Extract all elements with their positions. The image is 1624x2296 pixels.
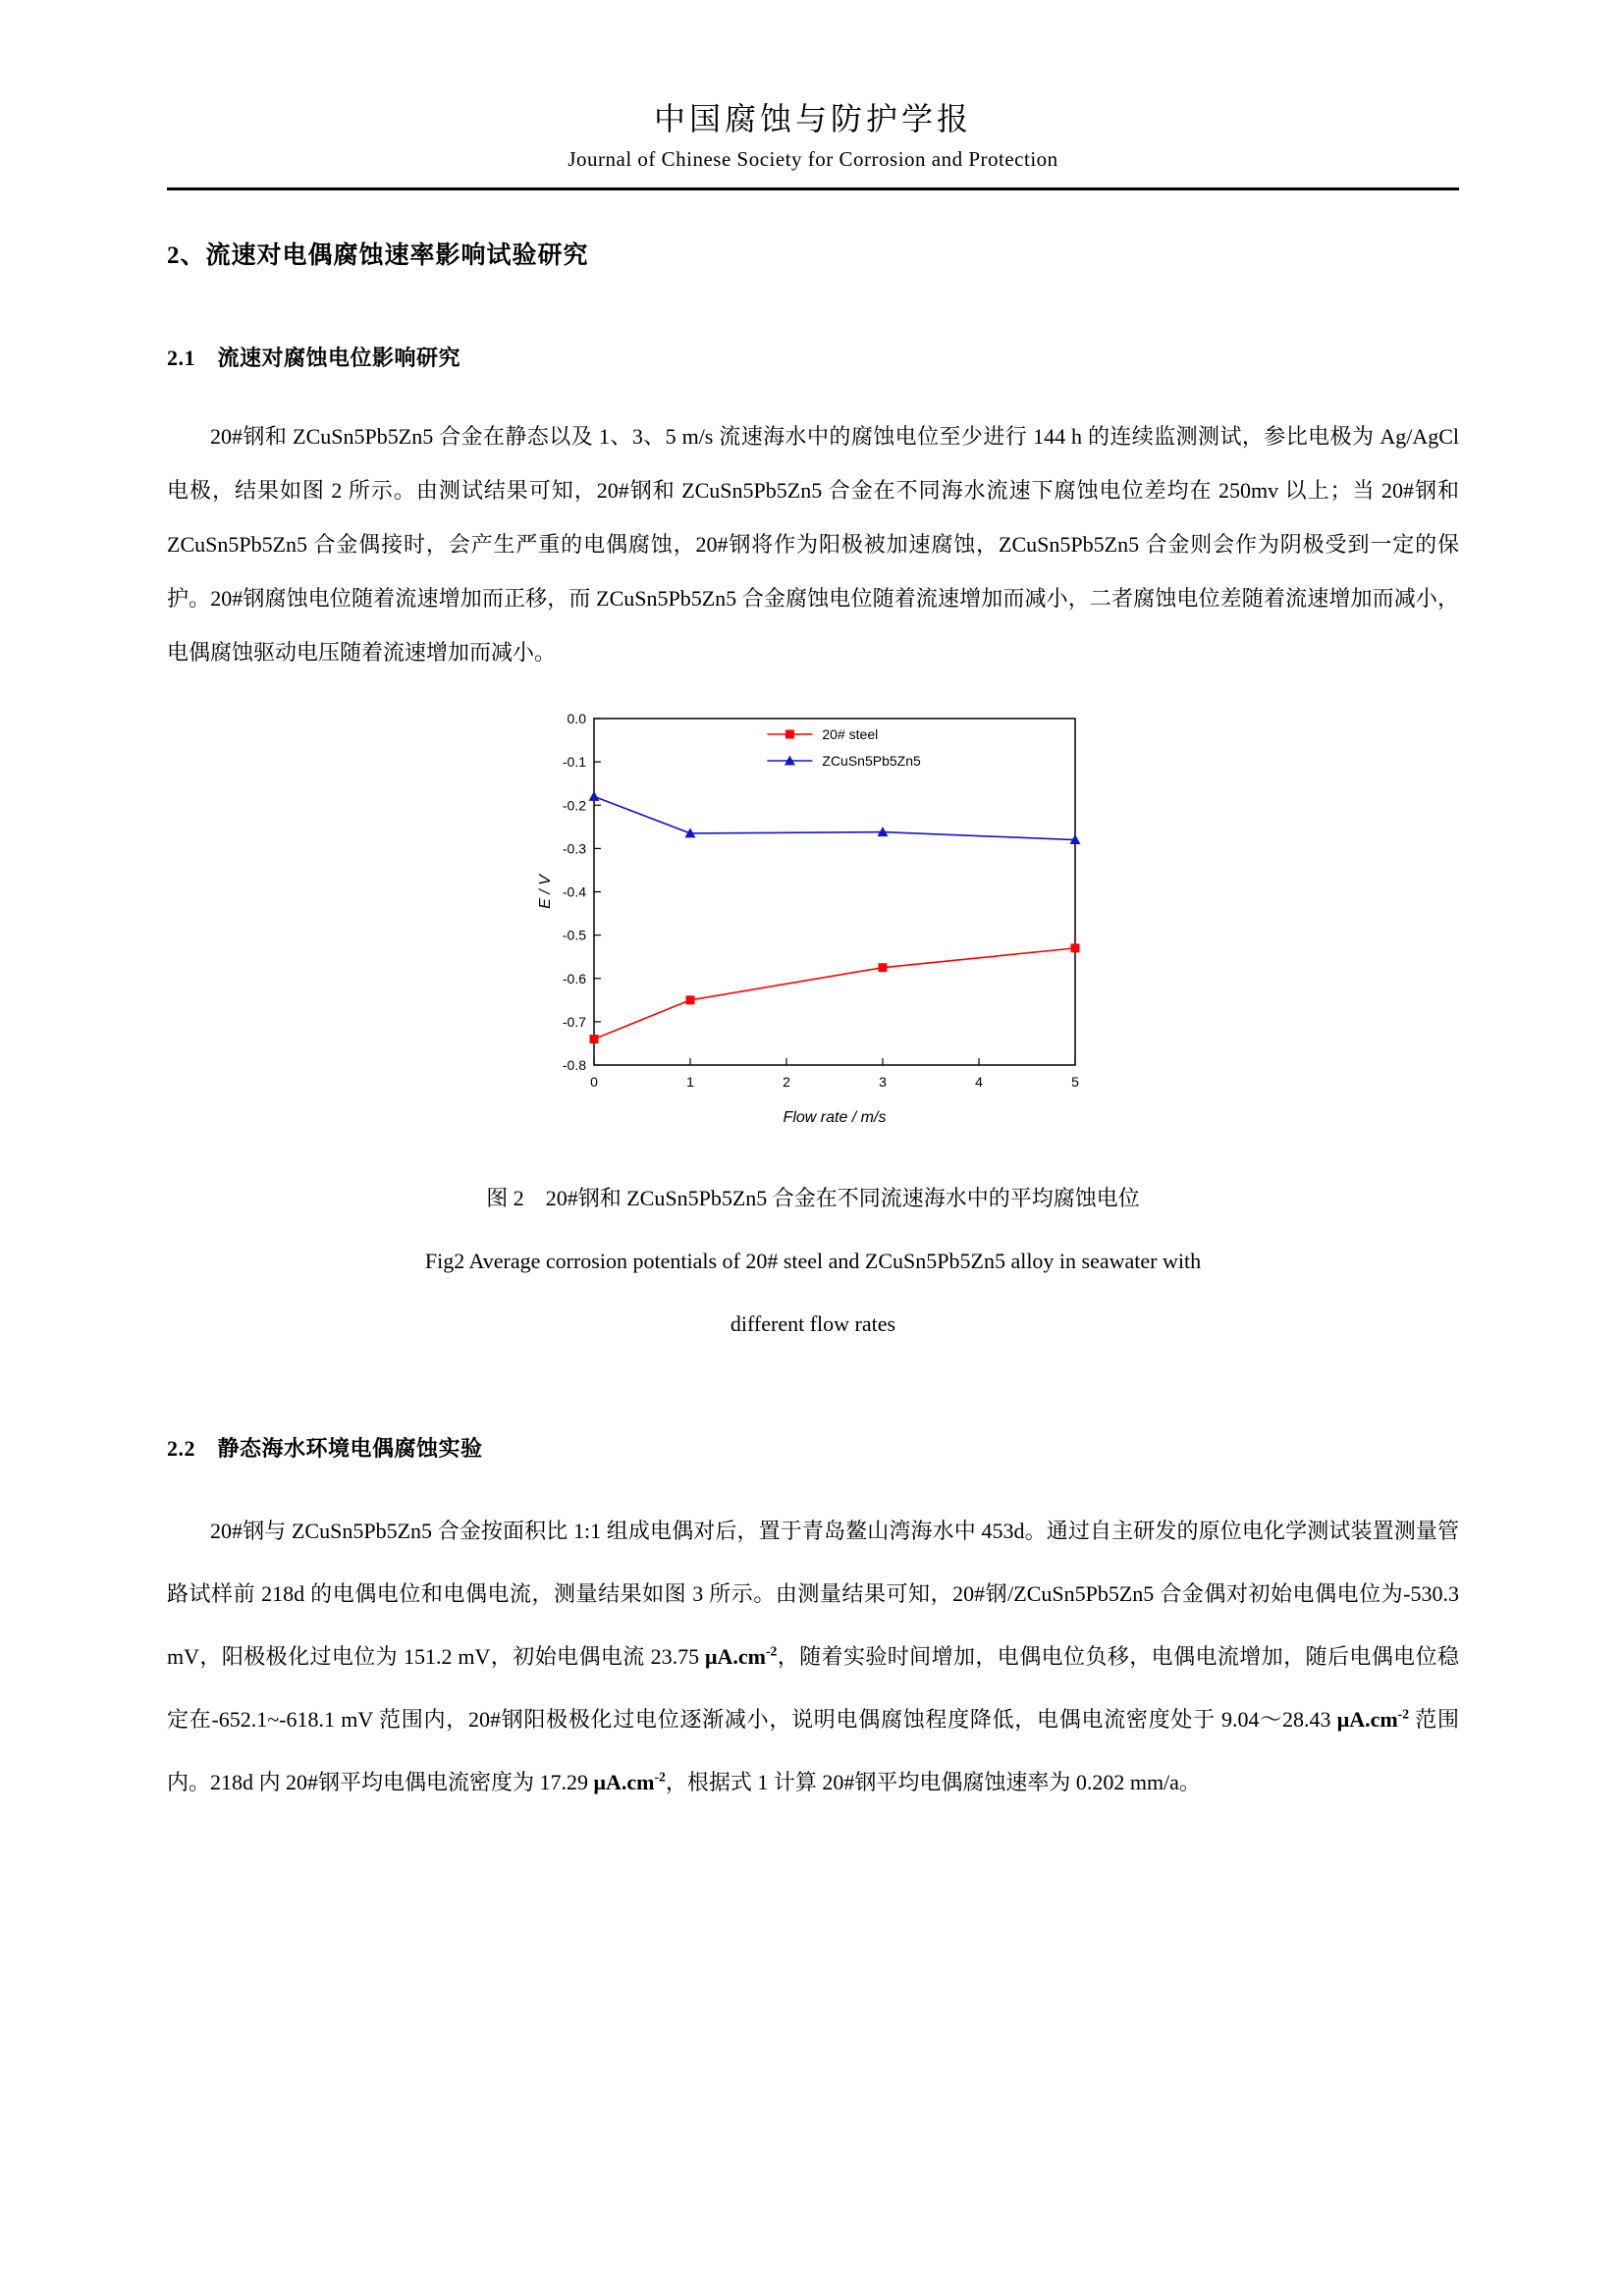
series-marker: [590, 1035, 599, 1043]
series-line: [594, 948, 1075, 1040]
corrosion-potential-chart: [533, 707, 1093, 1144]
chart-container: [533, 707, 1093, 1144]
legend-label: ZCuSn5Pb5Zn5: [822, 753, 921, 769]
y-tick-label: -0.4: [562, 883, 586, 900]
y-axis-title: E / V: [537, 875, 554, 909]
plot-frame: [594, 719, 1075, 1065]
y-tick-label: 0.0: [567, 711, 586, 726]
legend-label: 20# steel: [822, 726, 879, 742]
x-tick-label: 3: [879, 1074, 887, 1090]
y-tick-label: -0.1: [562, 754, 586, 771]
y-tick-label: -0.5: [562, 927, 586, 943]
paragraph-1: 20#钢和 ZCuSn5Pb5Zn5 合金在静态以及 1、3、5 m/s 流速海水中的腐蚀电位至少进行 144 h 的连续监测测试，参比电极为 Ag/AgCl 电极，结果如图 2 所示。由测试结果可知，20#钢和 ZCuSn5Pb5Zn5 合金在不同海水流速下腐蚀电位差均在 250mv 以上；当 20#钢和 ZCuSn5Pb5Zn5 合金偶接时，会产生严重的电偶腐蚀，20#钢将作为阳极被加速腐蚀，ZCuSn5Pb5Zn5 合金则会作为阴极受到一定的保护。20#钢腐蚀电位随着流速增加而正移，而 ZCuSn5Pb5Zn5 合金腐蚀电位随着流速增加而减小，二者腐蚀电位差随着流速增加而减小，电偶腐蚀驱动电压随着流速增加而减小。: [167, 424, 1459, 665]
journal-title-cn: 中国腐蚀与防护学报: [653, 101, 972, 136]
y-tick-label: -0.2: [562, 797, 586, 814]
subsection-2-2: 2.2 静态海水环境电偶腐蚀实验: [167, 1436, 483, 1461]
figure-caption-en-line1: Fig2 Average corrosion potentials of 20# steel and ZCuSn5Pb5Zn5 alloy in seawater with: [424, 1249, 1202, 1273]
y-tick-label: -0.7: [562, 1013, 586, 1030]
x-tick-label: 2: [783, 1074, 790, 1090]
section-heading: 2、流速对电偶腐蚀速率影响试验研究: [167, 242, 589, 269]
x-tick-label: 1: [686, 1074, 694, 1090]
journal-header: [167, 94, 1459, 190]
figure-caption-en-line2: different flow rates: [730, 1311, 896, 1336]
x-axis-title: Flow rate / m/s: [783, 1109, 887, 1126]
series-marker: [879, 963, 888, 972]
x-tick-label: 5: [1071, 1074, 1079, 1090]
series-line: [594, 796, 1075, 839]
paragraph-2: 20#钢与 ZCuSn5Pb5Zn5 合金按面积比 1:1 组成电偶对后，置于青岛鳌山湾海水中 453d。通过自主研发的原位电化学测试装置测量管路试样前 218d 的电偶电位和电偶电流，测量结果如图 3 所示。由测量结果可知，20#钢/ZCuSn5Pb5Zn5 合金偶对初始电偶电位为-530.3 mV，阳极极化过电位为 151.2 mV，初始电偶电流 23.75 $\mu A.cm^{-2}$，随着实验时间增加，电偶电位负移，电偶电流增加，随后电偶电位稳定在-652.1~-618.1 mV 范围内，20#钢阳极极化过电位逐渐减小，说明电偶腐蚀程度降低，电偶电流密度处于 9.04～28.43 $\mu A.cm^{-2}$ 范围内。218d 内 20#钢平均电偶电流密度为 17.29 $\mu A.cm^{-2}$，根据式 1 计算 20#钢平均电偶腐蚀速率为 0.202 mm/a。: [167, 1519, 1459, 1794]
y-tick-label: -0.6: [562, 970, 586, 987]
series-marker: [589, 791, 600, 801]
figure-caption-cn: 图 2 20#钢和 ZCuSn5Pb5Zn5 合金在不同流速海水中的平均腐蚀电位: [486, 1186, 1140, 1210]
series-marker: [1071, 943, 1080, 952]
journal-title-en: Journal of Chinese Society for Corrosion and Protection: [568, 147, 1058, 171]
x-tick-label: 0: [590, 1074, 598, 1090]
series-marker: [785, 730, 794, 739]
header-rule: [167, 187, 1459, 190]
x-tick-label: 4: [975, 1074, 983, 1090]
y-tick-label: -0.8: [562, 1057, 586, 1073]
series-marker: [686, 995, 695, 1004]
y-tick-label: -0.3: [562, 840, 586, 857]
subsection-2-1: 2.1 流速对腐蚀电位影响研究: [167, 346, 461, 370]
figure-caption-en: [167, 1230, 1459, 1356]
figure-2: [167, 707, 1459, 1356]
